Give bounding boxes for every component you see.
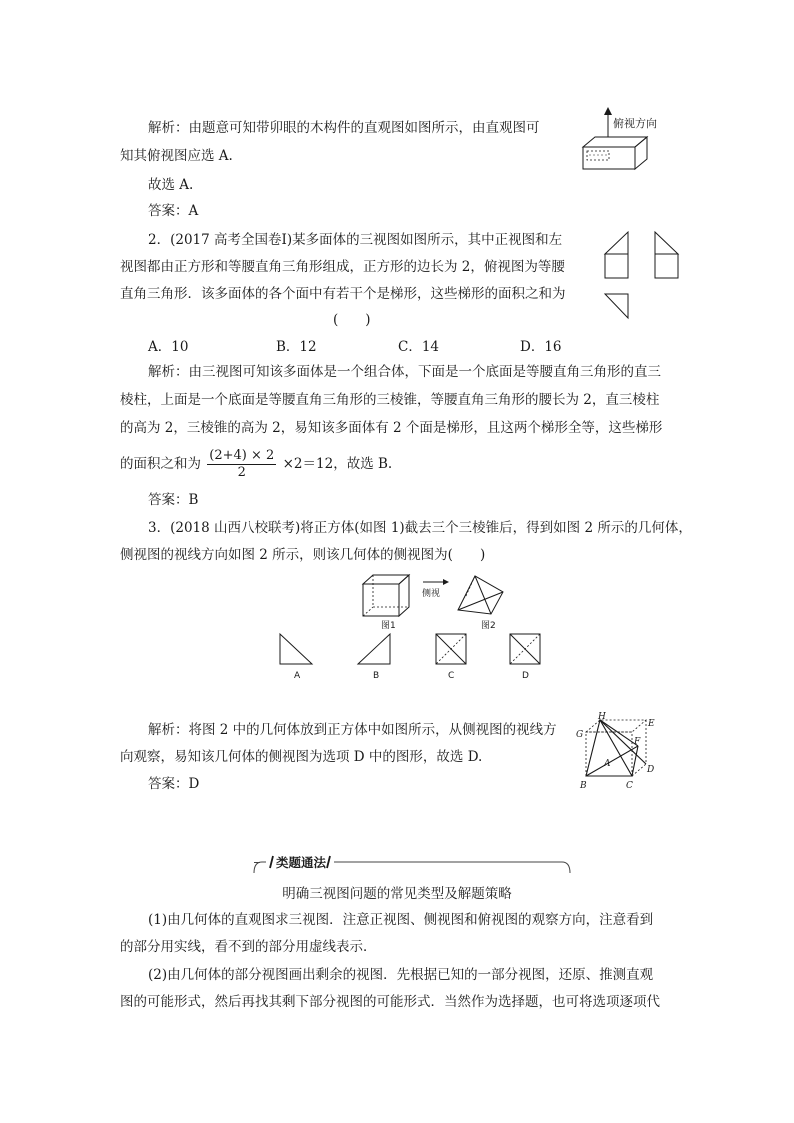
question-line: 侧视图的视线方向如图 2 所示，则该几何体的侧视图为( ): [120, 547, 486, 563]
fraction-numerator: (2+4) × 2: [209, 448, 275, 463]
option-b-label: B: [373, 671, 380, 681]
method-paragraph: 图的可能形式，然后再找其剩下部分视图的可能形式．当然作为选择题，也可将选项逐项代: [120, 994, 660, 1010]
solution-line: 棱柱，上面是一个底面是等腰直角三角形的三棱锥，等腰直角三角形的腰长为 2，直三棱柱: [120, 392, 660, 408]
option-b-figure: [358, 634, 390, 681]
vertex-b: B: [580, 781, 587, 791]
vertex-f: F: [634, 737, 641, 747]
method-paragraph: (2)由几何体的部分视图画出剩余的视图．先根据已知的一部分视图，还原、推测直观: [148, 967, 654, 983]
fraction: [207, 448, 276, 481]
answer-line: 答案：D: [148, 776, 200, 792]
side-view-label: 侧视: [422, 589, 441, 599]
solution-line: 解析：由题意可知带卯眼的木构件的直观图如图所示，由直观图可: [148, 120, 540, 136]
method-paragraph: 的部分用实线，看不到的部分用虚线表示．: [120, 939, 377, 955]
method-title: 明确三视图问题的常见类型及解题策略: [282, 886, 512, 902]
choice-row: [148, 335, 588, 355]
fraction-denominator: 2: [237, 465, 246, 480]
option-a-figure: [280, 634, 312, 681]
question-line: 直角三角形．该多面体的各个面中有若干个是梯形，这些梯形的面积之和为: [120, 286, 566, 302]
three-view-figure: [600, 224, 690, 324]
answer-bracket: ( ): [333, 312, 371, 328]
vertex-h: H: [598, 712, 606, 722]
choice-c[interactable]: C．14: [398, 339, 440, 355]
solution-line: 解析：将图 2 中的几何体放到正方体中如图所示，从侧视图的视线方: [148, 722, 557, 738]
view-direction-label: 俯视方向: [613, 117, 657, 130]
choice-d[interactable]: D．16: [520, 339, 562, 355]
answer-line: 答案：B: [148, 492, 199, 508]
option-d-figure: [510, 634, 540, 681]
question-line: 3．(2018 山西八校联考)将正方体(如图 1)截去三个三棱锥后，得到如图 2 所示的几何体，: [148, 520, 692, 536]
formula-suffix: ×2＝12，故选 B.: [282, 456, 393, 472]
solution-line: 的高为 2，三棱锥的高为 2，易知该多面体有 2 个面是梯形，且这两个梯形全等，这些梯形: [120, 420, 663, 436]
solution-line: 向观察，易知该几何体的侧视图为选项 D 中的图形，故选 D.: [120, 749, 483, 765]
answer-line: 答案：A: [148, 203, 199, 219]
solution-line: [120, 446, 392, 482]
figure2-label: 图2: [481, 621, 496, 631]
method-paragraph: (1)由几何体的直观图求三视图．注意正视图、侧视图和俯视图的观察方向，注意看到: [148, 912, 654, 928]
vertex-a: A: [604, 759, 611, 769]
cube-figures: [355, 570, 525, 632]
vertex-e: E: [648, 719, 655, 729]
option-d-label: D: [522, 671, 529, 681]
conclusion-line: 故选 A.: [148, 177, 194, 193]
cube-solution-figure: [574, 712, 664, 794]
option-c-figure: [436, 634, 466, 681]
solution-line: 知其俯视图应选 A.: [120, 148, 233, 164]
wooden-part-figure: [575, 105, 685, 177]
choice-b[interactable]: B．12: [276, 339, 317, 355]
formula-prefix: 的面积之和为: [120, 456, 201, 472]
method-tag: 类题通法: [276, 855, 327, 870]
choice-a[interactable]: A．10: [148, 339, 189, 355]
vertex-c: C: [626, 781, 633, 791]
question-line: 视图都由正方形和等腰直角三角形组成，正方形的边长为 2，俯视图为等腰: [120, 259, 565, 275]
vertex-g: G: [576, 730, 584, 740]
question-line: 2．(2017 高考全国卷Ⅰ)某多面体的三视图如图所示，其中正视图和左: [148, 232, 563, 248]
option-a-label: A: [294, 671, 301, 681]
vertex-d: D: [647, 765, 655, 775]
option-figures: [270, 632, 560, 682]
figure1-label: 图1: [381, 621, 396, 631]
solution-line: 解析：由三视图可知该多面体是一个组合体，下面是一个底面是等腰直角三角形的直三: [148, 364, 661, 380]
option-c-label: C: [448, 671, 455, 681]
